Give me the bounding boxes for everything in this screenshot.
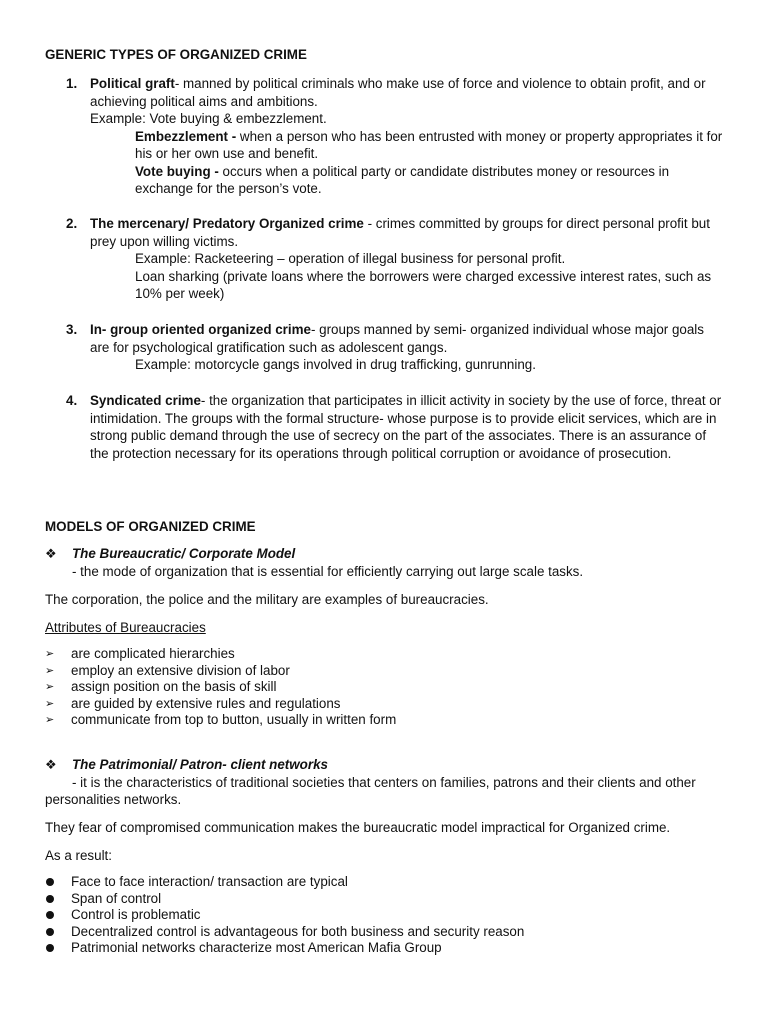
result-label: As a result: bbox=[45, 848, 112, 863]
list-item-text: are complicated hierarchies bbox=[71, 646, 235, 661]
item-example-2: Loan sharking (private loans where the borrowers were charged excessive interest rates, such as 10% per week) bbox=[135, 268, 712, 301]
definition-embezzlement bbox=[135, 128, 726, 163]
model-title: The Bureaucratic/ Corporate Model bbox=[72, 546, 296, 561]
item-body bbox=[90, 215, 726, 250]
list-item bbox=[45, 874, 735, 891]
model-description: - the mode of organization that is essential for efficiently carrying out large scale tasks. bbox=[72, 563, 584, 579]
item-text: - groups manned by semi- organized individual whose major goals are for psychological gratification such as adolescent gangs. bbox=[90, 322, 704, 355]
item-number: 1. bbox=[66, 76, 78, 91]
list-item-syndicated bbox=[66, 392, 726, 462]
model-title: The Patrimonial/ Patron- client networks bbox=[72, 757, 328, 772]
item-example: Example: Racketeering – operation of illegal business for personal profit. bbox=[135, 251, 566, 266]
definition-term: Vote buying - bbox=[135, 163, 219, 179]
list-item-text: Face to face interaction/ transaction are typical bbox=[71, 874, 348, 889]
item-number: 2. bbox=[66, 216, 78, 231]
list-item-text: Control is problematic bbox=[71, 907, 201, 922]
definition-vote-buying bbox=[135, 163, 726, 198]
item-text: - crimes committed by groups for direct personal profit but prey upon willing victims. bbox=[90, 216, 710, 249]
diamond-bullet-icon: ❖ bbox=[45, 546, 57, 561]
list-item bbox=[45, 696, 735, 713]
list-item bbox=[45, 646, 735, 663]
item-number: 3. bbox=[66, 322, 78, 337]
item-body bbox=[90, 75, 726, 128]
model-bureaucratic bbox=[45, 545, 735, 580]
bullet-dot-icon bbox=[46, 944, 54, 952]
list-item-text: employ an extensive division of labor bbox=[71, 662, 290, 678]
list-item-in-group bbox=[66, 321, 726, 374]
bullet-dot-icon bbox=[46, 895, 54, 903]
arrow-bullet-icon: ➢ bbox=[45, 648, 55, 660]
item-body bbox=[90, 392, 726, 462]
list-item-mercenary bbox=[66, 215, 726, 303]
item-title: Syndicated crime bbox=[90, 393, 201, 408]
results-list bbox=[45, 874, 735, 957]
model-description: - it is the characteristics of traditional societies that centers on families, patrons and their clients and other personalities networks. bbox=[45, 774, 696, 807]
list-item bbox=[45, 663, 735, 680]
list-item-text: are guided by extensive rules and regulations bbox=[71, 695, 341, 711]
list-item-text: Patrimonial networks characterize most American Mafia Group bbox=[71, 940, 442, 955]
bullet-dot-icon bbox=[46, 928, 54, 936]
list-item bbox=[45, 907, 735, 924]
list-item-text: assign position on the basis of skill bbox=[71, 679, 277, 694]
section-heading-generic-types: GENERIC TYPES OF ORGANIZED CRIME bbox=[45, 47, 307, 62]
item-text: - the organization that participates in illicit activity in society by the use of force, threat or intimidation. The groups with the formal structure- whose purpose is to provide elicit services, which are in strong public demand through the use of secrecy on the part of the associates. There is an assurance of the protection necessary for its operations through political corruption or avoidance of prosecution. bbox=[90, 393, 722, 461]
item-title: The mercenary/ Predatory Organized crime bbox=[90, 216, 364, 231]
item-example: Example: Vote buying & embezzlement. bbox=[90, 111, 327, 126]
list-item bbox=[45, 679, 735, 696]
arrow-bullet-icon: ➢ bbox=[45, 681, 55, 693]
paragraph-fear: They fear of compromised communication makes the bureaucratic model impractical for Organized crime. bbox=[45, 820, 671, 835]
list-item-text: Span of control bbox=[71, 890, 162, 906]
section-heading-models: MODELS OF ORGANIZED CRIME bbox=[45, 519, 256, 534]
paragraph-corporation: The corporation, the police and the military are examples of bureaucracies. bbox=[45, 592, 489, 607]
item-body bbox=[90, 321, 726, 356]
list-item-political-graft bbox=[66, 75, 726, 198]
item-title: Political graft bbox=[90, 76, 175, 91]
attributes-list bbox=[45, 646, 735, 729]
model-patrimonial bbox=[45, 756, 735, 809]
item-title: In- group oriented organized crime bbox=[90, 322, 311, 337]
bullet-dot-icon bbox=[46, 878, 54, 886]
list-item bbox=[45, 712, 735, 729]
definition-term: Embezzlement - bbox=[135, 128, 237, 144]
list-item-text: Decentralized control is advantageous for both business and security reason bbox=[71, 923, 525, 939]
item-number: 4. bbox=[66, 393, 78, 408]
arrow-bullet-icon: ➢ bbox=[45, 697, 55, 710]
list-item bbox=[45, 940, 735, 957]
arrow-bullet-icon: ➢ bbox=[45, 714, 55, 726]
arrow-bullet-icon: ➢ bbox=[45, 664, 55, 677]
item-example: Example: motorcycle gangs involved in drug trafficking, gunrunning. bbox=[135, 357, 536, 372]
diamond-bullet-icon: ❖ bbox=[45, 757, 57, 772]
list-item-text: communicate from top to button, usually in written form bbox=[71, 712, 397, 727]
attributes-heading: Attributes of Bureaucracies bbox=[45, 620, 206, 635]
bullet-dot-icon bbox=[46, 911, 54, 919]
definition-text: when a person who has been entrusted with money or property appropriates it for his or her own use and benefit. bbox=[135, 128, 723, 161]
definition-text: occurs when a political party or candidate distributes money or resources in exchange for the person’s vote. bbox=[135, 163, 670, 196]
list-item bbox=[45, 891, 735, 908]
item-text: - manned by political criminals who make use of force and violence to obtain profit, and or achieving political aims and ambitions. bbox=[90, 76, 706, 109]
list-item bbox=[45, 924, 735, 941]
